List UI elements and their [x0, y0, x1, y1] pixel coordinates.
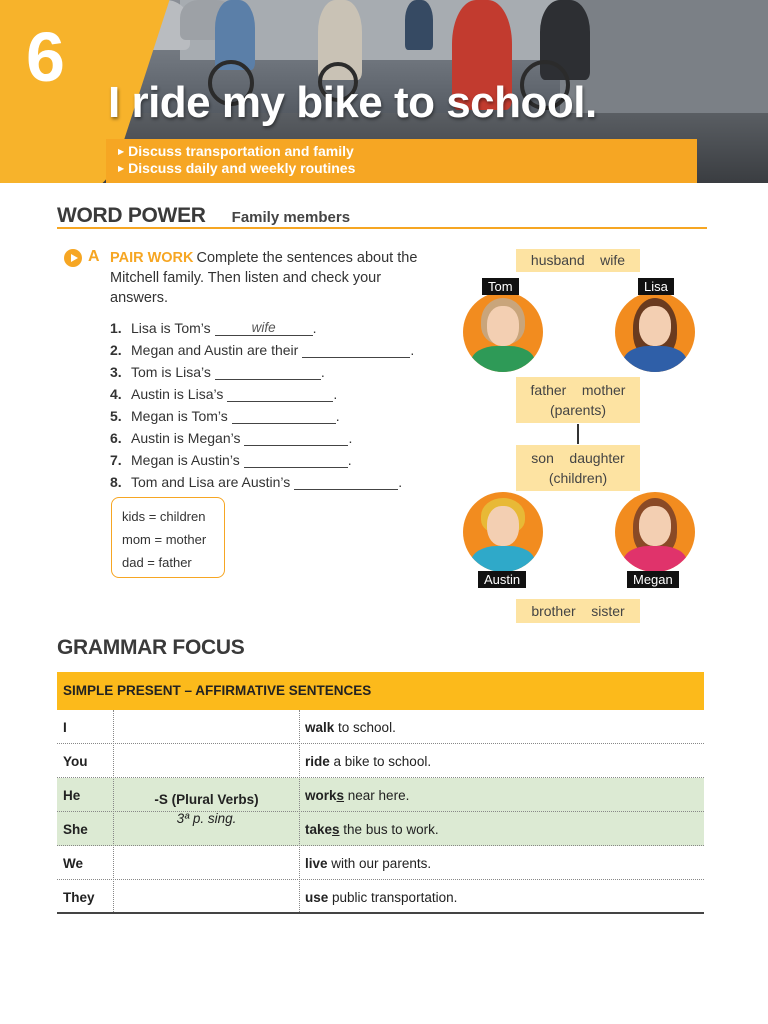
pair-work-label: PAIR WORK — [110, 250, 194, 266]
answer-blank[interactable] — [215, 364, 321, 380]
list-item: 5. Megan is Tom’s . — [110, 408, 340, 424]
example-sentence: use public transportation. — [305, 890, 458, 905]
example-sentence: walk to school. — [305, 720, 396, 735]
megan-portrait — [615, 492, 695, 572]
third-person-note: -S (Plural Verbs) 3ª p. sing. — [154, 792, 259, 826]
shirt — [471, 346, 535, 372]
unit-title: I ride my bike to school. — [108, 78, 597, 127]
pronoun: He — [63, 788, 81, 803]
list-item: 8. Tom and Lisa are Austin’s . — [110, 474, 403, 490]
list-item: 6. Austin is Megan’s . — [110, 430, 353, 446]
answer-blank[interactable] — [232, 408, 336, 424]
answer-blank[interactable] — [294, 474, 398, 490]
shirt — [471, 546, 535, 572]
example-sentence: works near here. — [305, 788, 410, 803]
pronoun: They — [63, 890, 95, 905]
tree-connector — [577, 424, 579, 444]
tag-father-mother: father mother (parents) — [516, 377, 640, 423]
example-sentence: ride a bike to school. — [305, 754, 432, 769]
example-sentence: takes the bus to work. — [305, 822, 439, 837]
shirt — [623, 346, 687, 372]
answer-blank[interactable] — [227, 386, 333, 402]
answer-blank[interactable]: wife — [215, 320, 313, 336]
tag-husband-wife: husband wife — [516, 249, 640, 272]
face-skin — [487, 506, 519, 546]
face-skin — [639, 506, 671, 546]
example-sentence: live with our parents. — [305, 856, 432, 871]
face-skin — [487, 306, 519, 346]
pronoun: We — [63, 856, 84, 871]
note-line: dad = father — [122, 555, 192, 570]
exercise-letter: A — [88, 248, 100, 265]
section-subtitle: Family members — [231, 209, 351, 226]
austin-portrait — [463, 492, 543, 572]
list-item: 1. Lisa is Tom’s wife . — [110, 320, 317, 336]
tag-brother-sister: brother sister — [516, 599, 640, 623]
pronoun: You — [63, 754, 88, 769]
answer-blank[interactable] — [302, 342, 410, 358]
list-item: 7. Megan is Austin’s . — [110, 452, 352, 468]
shirt — [623, 546, 687, 572]
face-skin — [639, 306, 671, 346]
name-label-austin: Austin — [478, 571, 526, 588]
answer-blank[interactable] — [244, 430, 348, 446]
name-label-lisa: Lisa — [638, 278, 674, 295]
list-item: 2. Megan and Austin are their . — [110, 342, 415, 358]
tag-son-daughter: son daughter (children) — [516, 445, 640, 491]
exercise-instructions: PAIR WORK Complete the sentences about the Mitchell family. Then listen and check your answers. — [110, 250, 418, 306]
table-row — [57, 880, 704, 914]
goal-item: ▶ Discuss daily and weekly routines — [118, 160, 356, 176]
audio-play-icon[interactable] — [64, 249, 82, 267]
pronoun: I — [63, 720, 67, 735]
section-title: WORD POWER — [57, 204, 206, 227]
note-line: kids = children — [122, 509, 206, 524]
table-row — [57, 710, 704, 744]
section-title: GRAMMAR FOCUS — [57, 636, 245, 659]
triangle-bullet-icon: ▶ — [118, 147, 125, 156]
pronoun: She — [63, 822, 88, 837]
goal-item: ▶ Discuss transportation and family — [118, 143, 354, 159]
name-label-tom: Tom — [482, 278, 519, 295]
triangle-bullet-icon: ▶ — [118, 164, 125, 173]
table-row — [57, 846, 704, 880]
word-power-heading — [57, 204, 350, 228]
section-rule — [57, 227, 707, 229]
grammar-heading — [57, 636, 244, 660]
vocabulary-note-box — [111, 497, 225, 578]
list-item: 3. Tom is Lisa’s . — [110, 364, 325, 380]
column-divider — [299, 710, 300, 912]
name-label-megan: Megan — [627, 571, 679, 588]
lisa-portrait — [615, 292, 695, 372]
table-header: SIMPLE PRESENT – AFFIRMATIVE SENTENCES — [57, 672, 704, 710]
unit-number: 6 — [26, 18, 65, 96]
banner-cyclist — [405, 0, 433, 50]
answer-blank[interactable] — [244, 452, 348, 468]
unit-goals — [106, 139, 697, 183]
table-row — [57, 744, 704, 778]
unit-banner — [0, 0, 768, 183]
note-line: mom = mother — [122, 532, 207, 547]
exercise-items — [110, 314, 414, 490]
list-item: 4. Austin is Lisa’s . — [110, 386, 338, 402]
tom-portrait — [463, 292, 543, 372]
